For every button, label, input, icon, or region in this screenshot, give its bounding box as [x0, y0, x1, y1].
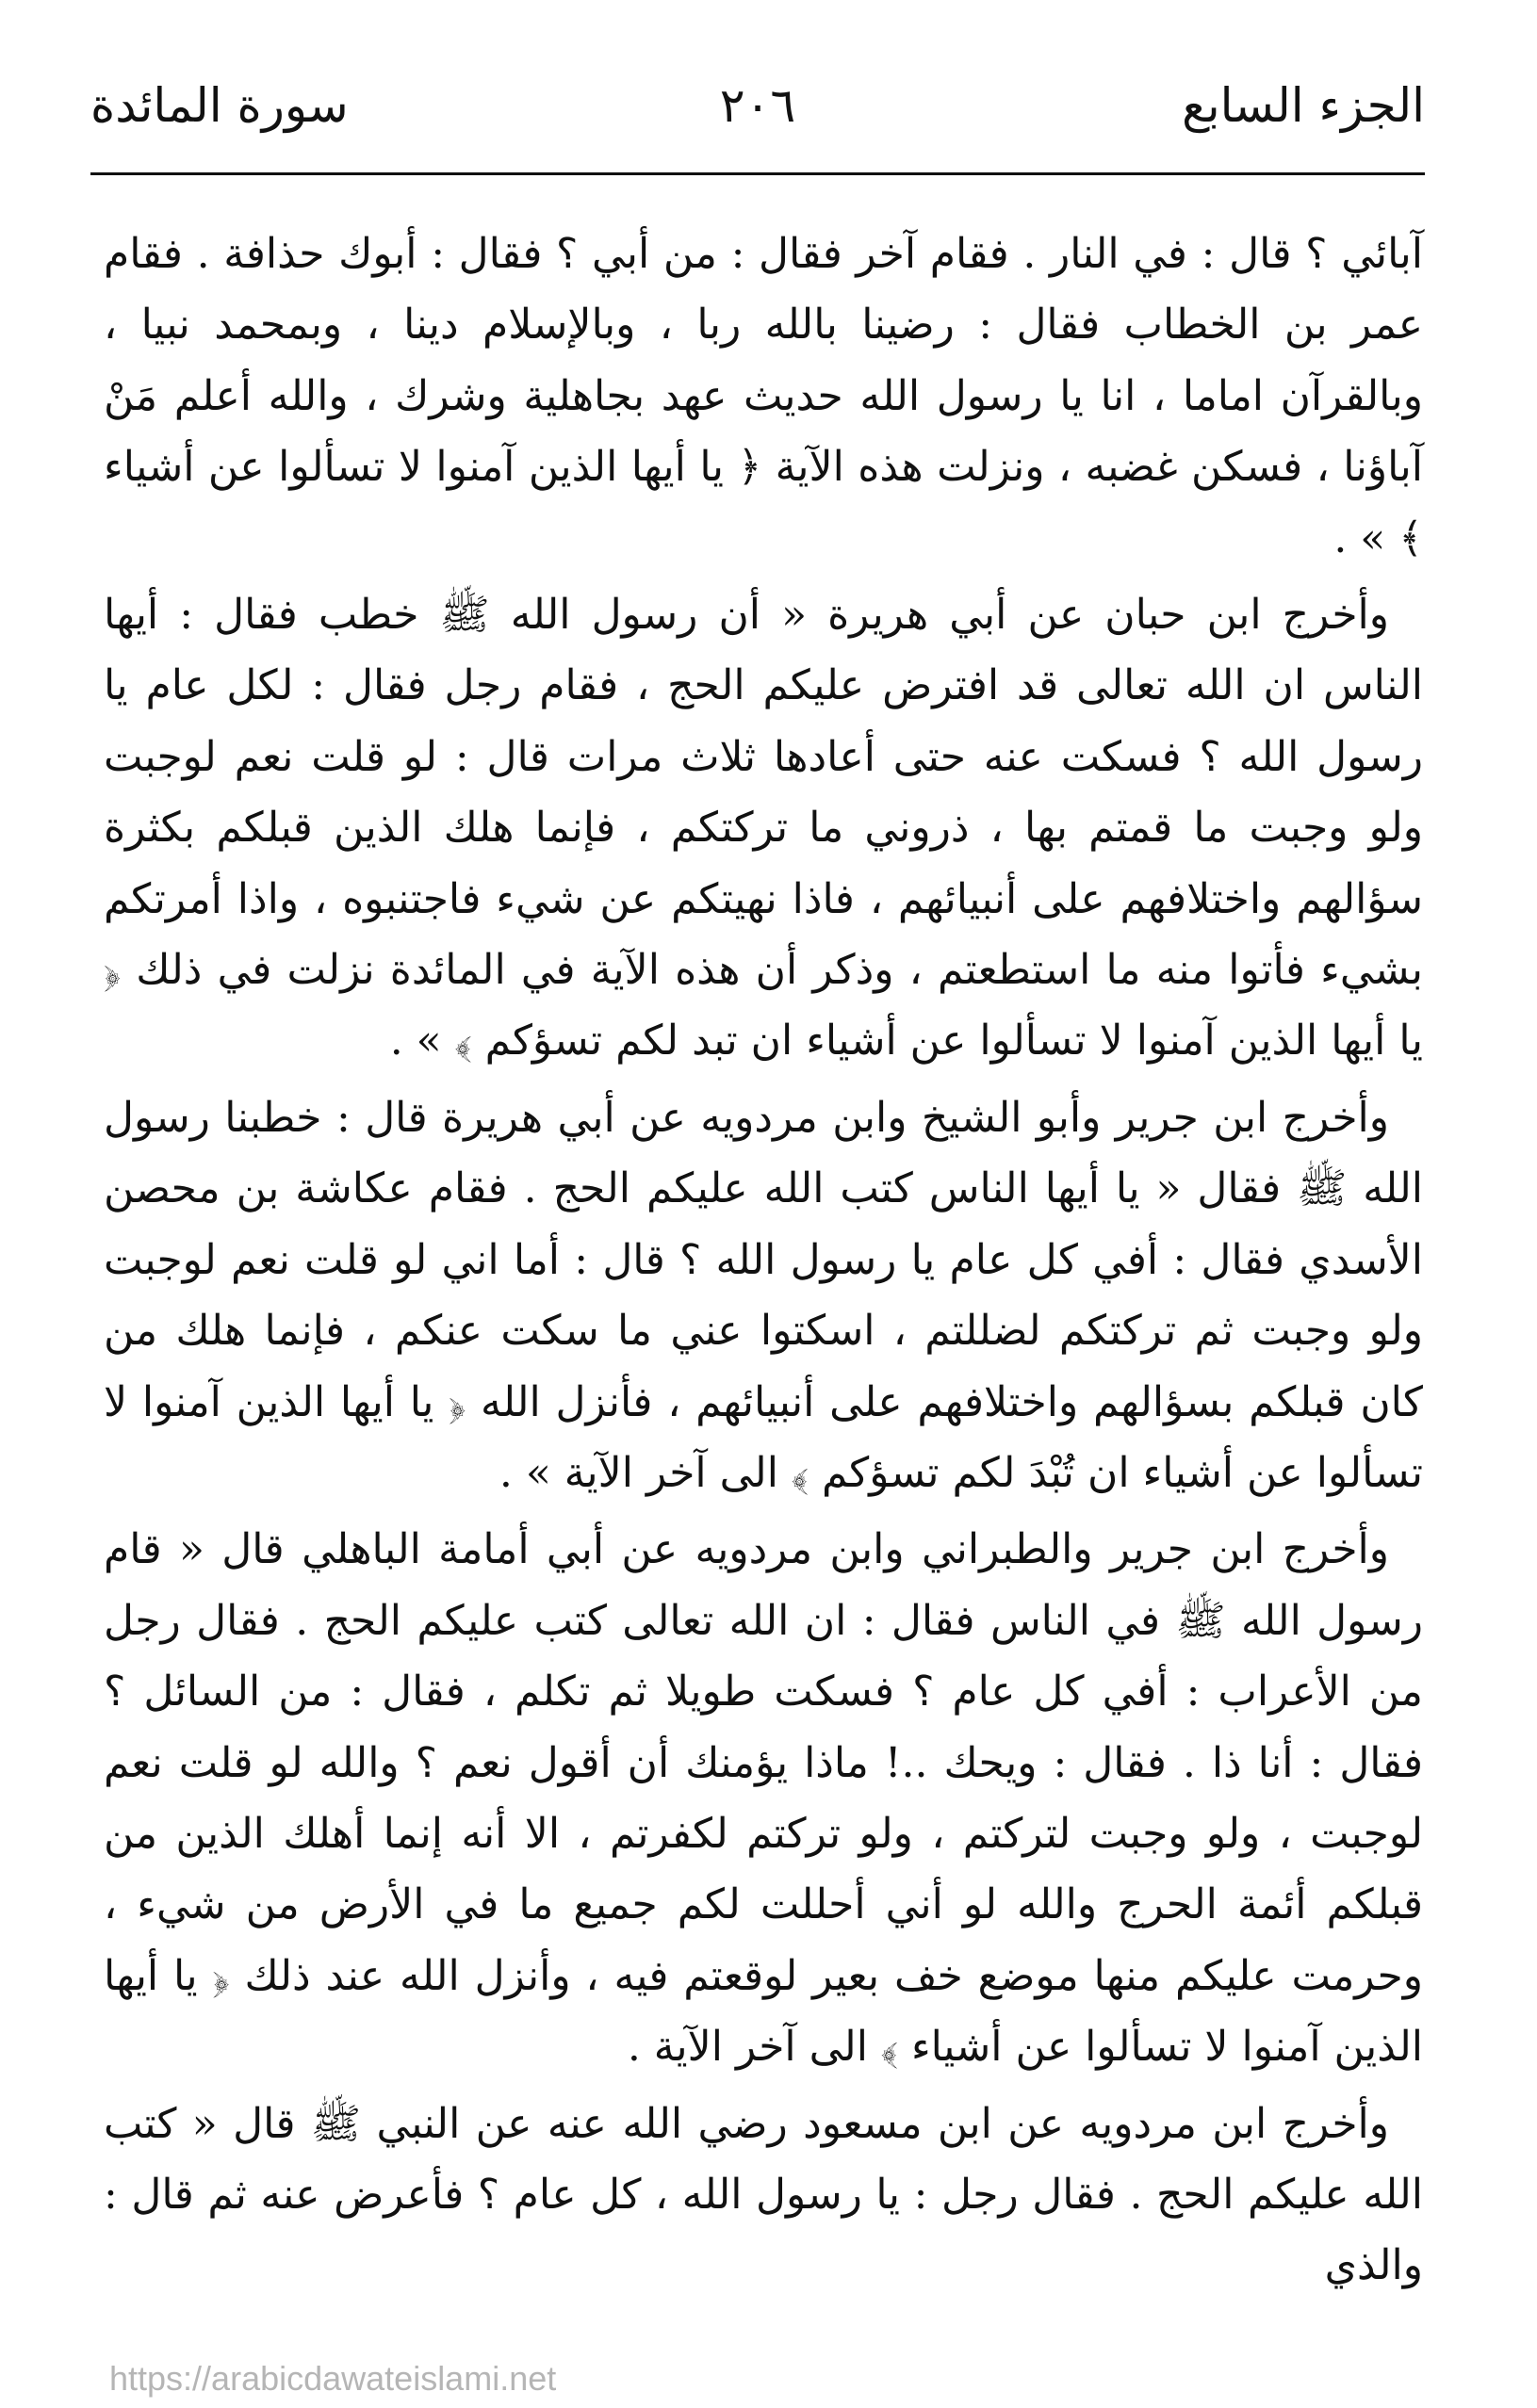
paragraph: وأخرج ابن حبان عن أبي هريرة « أن رسول الله ﷺ خطب فقال : أيها الناس ان الله تعالى قد افترض عليكم الحج ، فقام رجل فقال : لكل عام يا رسول الله ؟ فسكت عنه حتى أعادها ثلاث مرات قال : لو قلت نعم لوجبت ولو وجبت ما قمتم بها ، ذروني ما تركتكم ، فإنما هلك الذين قبلكم بكثرة سؤالهم واختلافهم على أنبيائهم ، فاذا نهيتكم عن شيء فاجتنبوه ، واذا أمرتكم بشيء فأتوا منه ما استطعتم ، وذكر أن هذه الآية في المائدة نزلت في ذلك ﴿ يا أيها الذين آمنوا لا تسألوا عن أشياء ان تبد لكم تسؤكم ﴾ » .	[104, 591, 1423, 1066]
page-body	[104, 219, 1423, 2307]
website-watermark: https://arabicdawateislami.net	[109, 2359, 557, 2398]
paragraph: وأخرج ابن مردويه عن ابن مسعود رضي الله عنه عن النبي ﷺ قال « كتب الله عليكم الحج . فقال رجل : يا رسول الله ، كل عام ؟ فأعرض عنه ثم قال : والذي	[104, 2099, 1423, 2290]
part-label: الجزء السابع	[1182, 78, 1425, 133]
page-number: ٢٠٦	[719, 78, 796, 133]
paragraph: وأخرج ابن جرير وأبو الشيخ وابن مردويه عن أبي هريرة قال : خطبنا رسول الله ﷺ فقال « يا أيها الناس كتب الله عليكم الحج . فقام عكاشة بن محصن الأسدي فقال : أفي كل عام يا رسول الله ؟ قال : أما اني لو قلت نعم لوجبت ولو وجبت ثم تركتكم لضللتم ، اسكتوا عني ما سكت عنكم ، فإنما هلك من كان قبلكم بسؤالهم واختلافهم على أنبيائهم ، فأنزل الله ﴿ يا أيها الذين آمنوا لا تسألوا عن أشياء ان تُبْدَ لكم تسؤكم ﴾ الى آخر الآية » .	[104, 1093, 1424, 1497]
header-divider	[90, 172, 1425, 175]
paragraph: آبائي ؟ قال : في النار . فقام آخر فقال : من أبي ؟ فقال : أبوك حذافة . فقام عمر بن الخطاب فقال : رضينا بالله ربا ، وبالإسلام دينا ، وبمحمد نبيا ، وبالقرآن اماما ، انا يا رسول الله حديث عهد بجاهلية وشرك ، والله أعلم مَنْ آباؤنا ، فسكن غضبه ، ونزلت هذه الآية ﴿ يا أيها الذين آمنوا لا تسألوا عن أشياء ﴾ » .	[104, 230, 1424, 562]
paragraph: وأخرج ابن جرير والطبراني وابن مردويه عن أبي أمامة الباهلي قال « قام رسول الله ﷺ في الناس فقال : ان الله تعالى كتب عليكم الحج . فقال رجل من الأعراب : أفي كل عام ؟ فسكت طويلا ثم تكلم ، فقال : من السائل ؟ فقال : أنا ذا . فقال : ويحك ..! ماذا يؤمنك أن أقول نعم ؟ والله لو قلت نعم لوجبت ، ولو وجبت لتركتم ، ولو تركتم لكفرتم ، الا أنه إنما أهلك الذين من قبلكم أئمة الحرج والله لو أني أحللت لكم جميع ما في الأرض من شيء ، وحرمت عليكم منها موضع خف بعير لوقعتم فيه ، وأنزل الله عند ذلك ﴿ يا أيها الذين آمنوا لا تسألوا عن أشياء ﴾ الى آخر الآية .	[104, 1525, 1423, 2072]
page-header	[90, 68, 1425, 162]
surah-label: سورة المائدة	[90, 78, 349, 133]
